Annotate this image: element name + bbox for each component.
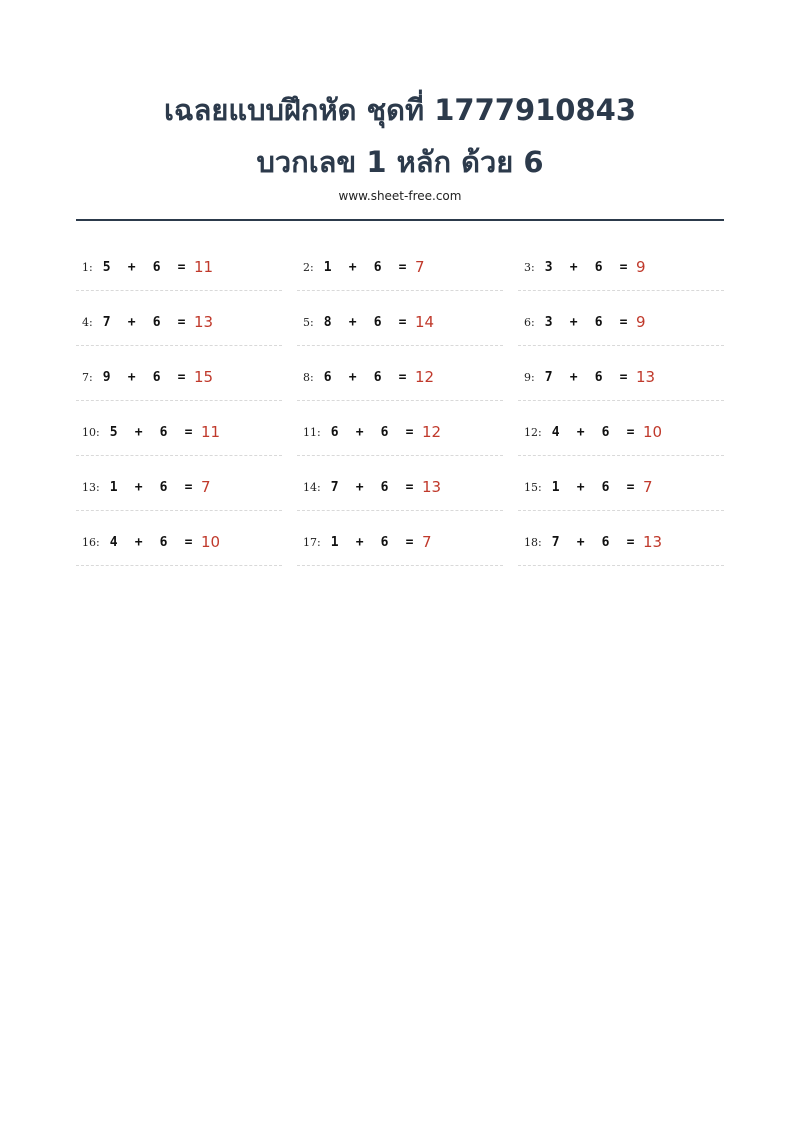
problem-item <box>297 409 503 456</box>
problem-expression <box>103 260 186 275</box>
answer-value: 12 <box>415 368 435 386</box>
problem-expression <box>552 480 635 495</box>
operand-a: 1 <box>330 534 340 550</box>
problem-item <box>297 244 503 291</box>
plus-operator: + <box>127 314 137 330</box>
plus-operator: + <box>355 424 365 440</box>
problem-item <box>297 354 503 401</box>
answer-value: 7 <box>421 533 432 551</box>
problem-item <box>76 519 282 566</box>
operand-b: 6 <box>594 369 604 385</box>
operand-b: 6 <box>373 369 383 385</box>
problem-item <box>518 299 724 346</box>
operand-a: 1 <box>551 479 561 495</box>
worksheet-header <box>0 84 800 188</box>
equals-sign: = <box>398 314 407 330</box>
equals-sign: = <box>626 534 635 550</box>
plus-operator: + <box>576 479 586 495</box>
equals-sign: = <box>184 479 193 495</box>
problem-number: 15: <box>524 480 542 494</box>
plus-operator: + <box>348 314 358 330</box>
operand-b: 6 <box>601 479 610 495</box>
plus-operator: + <box>134 534 144 550</box>
page-subtitle: บวกเลข 1 หลัก ด้วย 6 <box>256 145 544 179</box>
operand-b: 6 <box>159 424 168 440</box>
problem-item <box>518 409 724 456</box>
plus-operator: + <box>134 479 144 495</box>
operand-b: 6 <box>380 534 389 550</box>
plus-operator: + <box>348 369 358 385</box>
operand-b: 6 <box>601 534 610 550</box>
problem-grid <box>76 244 724 574</box>
problem-number: 17: <box>303 535 321 549</box>
answer-value: 7 <box>415 258 425 276</box>
answer-value: 12 <box>421 423 442 441</box>
plus-operator: + <box>134 424 144 440</box>
equals-sign: = <box>184 424 193 440</box>
answer-value: 10 <box>642 423 663 441</box>
problem-expression <box>110 425 193 440</box>
problem-number: 18: <box>524 535 542 549</box>
problem-item <box>76 464 282 511</box>
answer-value: 7 <box>200 478 211 496</box>
operand-b: 6 <box>594 314 604 330</box>
problem-number: 10: <box>82 425 100 439</box>
operand-a: 7 <box>102 314 112 330</box>
operand-a: 3 <box>544 259 554 275</box>
answer-value: 13 <box>636 368 656 386</box>
problem-expression <box>103 370 186 385</box>
operand-a: 5 <box>102 259 112 275</box>
operand-a: 7 <box>544 369 554 385</box>
operand-b: 6 <box>159 479 168 495</box>
problem-number: 7: <box>82 370 93 384</box>
operand-b: 6 <box>373 314 383 330</box>
problem-expression <box>552 425 635 440</box>
answer-value: 7 <box>642 478 653 496</box>
problem-expression <box>545 315 628 330</box>
operand-a: 5 <box>109 424 119 440</box>
problem-item <box>76 409 282 456</box>
problem-number: 16: <box>82 535 100 549</box>
problem-item <box>297 519 503 566</box>
plus-operator: + <box>569 259 579 275</box>
operand-a: 7 <box>330 479 340 495</box>
problem-number: 8: <box>303 370 314 384</box>
operand-a: 9 <box>102 369 112 385</box>
problem-item <box>518 464 724 511</box>
equals-sign: = <box>177 314 186 330</box>
operand-a: 7 <box>551 534 561 550</box>
problem-item <box>518 519 724 566</box>
equals-sign: = <box>184 534 193 550</box>
problem-item <box>297 299 503 346</box>
header-divider <box>76 219 724 221</box>
equals-sign: = <box>619 369 628 385</box>
problem-expression <box>331 425 414 440</box>
plus-operator: + <box>576 424 586 440</box>
problem-number: 3: <box>524 260 535 274</box>
answer-value: 15 <box>194 368 214 386</box>
plus-operator: + <box>127 369 137 385</box>
equals-sign: = <box>619 314 628 330</box>
operand-a: 1 <box>109 479 119 495</box>
problem-number: 11: <box>303 425 321 439</box>
answer-value: 14 <box>415 313 435 331</box>
problem-number: 6: <box>524 315 535 329</box>
operand-b: 6 <box>380 424 389 440</box>
equals-sign: = <box>398 369 407 385</box>
answer-value: 13 <box>421 478 442 496</box>
problem-number: 9: <box>524 370 535 384</box>
plus-operator: + <box>348 259 358 275</box>
page-title: เฉลยแบบฝึกหัด ชุดที่ 1777910843 <box>163 93 637 127</box>
problem-expression <box>103 315 186 330</box>
problem-expression <box>545 260 628 275</box>
problem-item <box>76 354 282 401</box>
operand-b: 6 <box>601 424 610 440</box>
operand-a: 6 <box>330 424 340 440</box>
plus-operator: + <box>355 479 365 495</box>
plus-operator: + <box>355 534 365 550</box>
answer-value: 9 <box>636 313 646 331</box>
equals-sign: = <box>177 369 186 385</box>
operand-b: 6 <box>152 259 162 275</box>
operand-a: 8 <box>323 314 333 330</box>
operand-b: 6 <box>380 479 389 495</box>
answer-value: 9 <box>636 258 646 276</box>
problem-expression <box>110 480 193 495</box>
plus-operator: + <box>127 259 137 275</box>
operand-a: 4 <box>109 534 119 550</box>
problem-expression <box>545 370 628 385</box>
problem-expression <box>331 535 414 550</box>
equals-sign: = <box>405 534 414 550</box>
problem-number: 5: <box>303 315 314 329</box>
equals-sign: = <box>177 259 186 275</box>
operand-b: 6 <box>152 314 162 330</box>
operand-a: 6 <box>323 369 333 385</box>
problem-item <box>518 354 724 401</box>
equals-sign: = <box>405 479 414 495</box>
problem-item <box>518 244 724 291</box>
problem-number: 12: <box>524 425 542 439</box>
operand-b: 6 <box>159 534 168 550</box>
equals-sign: = <box>619 259 628 275</box>
problem-item <box>76 299 282 346</box>
answer-value: 10 <box>200 533 221 551</box>
operand-b: 6 <box>594 259 604 275</box>
plus-operator: + <box>569 314 579 330</box>
operand-a: 3 <box>544 314 554 330</box>
problem-number: 14: <box>303 480 321 494</box>
problem-number: 1: <box>82 260 93 274</box>
answer-value: 13 <box>642 533 663 551</box>
answer-value: 11 <box>200 423 221 441</box>
problem-expression <box>324 315 407 330</box>
problem-expression <box>331 480 414 495</box>
website-url: www.sheet-free.com <box>338 189 462 203</box>
answer-value: 11 <box>194 258 214 276</box>
operand-a: 4 <box>551 424 561 440</box>
problem-expression <box>324 370 407 385</box>
operand-b: 6 <box>152 369 162 385</box>
problem-item <box>297 464 503 511</box>
problem-expression <box>552 535 635 550</box>
problem-expression <box>110 535 193 550</box>
operand-a: 1 <box>323 259 333 275</box>
answer-value: 13 <box>194 313 214 331</box>
problem-expression <box>324 260 407 275</box>
problem-number: 2: <box>303 260 314 274</box>
problem-item <box>76 244 282 291</box>
equals-sign: = <box>405 424 414 440</box>
plus-operator: + <box>576 534 586 550</box>
problem-number: 4: <box>82 315 93 329</box>
equals-sign: = <box>398 259 407 275</box>
equals-sign: = <box>626 424 635 440</box>
problem-number: 13: <box>82 480 100 494</box>
equals-sign: = <box>626 479 635 495</box>
plus-operator: + <box>569 369 579 385</box>
operand-b: 6 <box>373 259 383 275</box>
